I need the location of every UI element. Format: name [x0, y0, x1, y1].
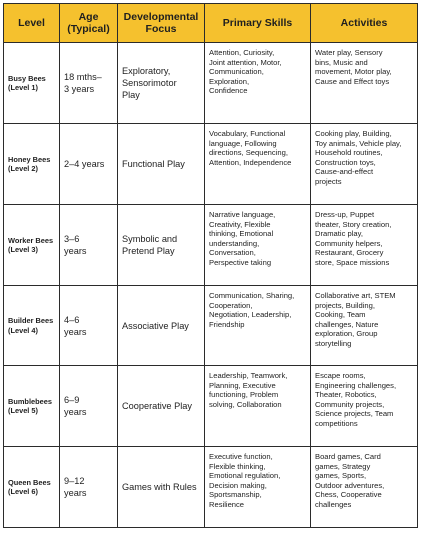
- level-name: Honey Bees: [8, 154, 51, 164]
- age-cell: 18 mths– 3 years: [60, 43, 118, 124]
- level-cell: [4, 124, 60, 205]
- focus-cell: Cooperative Play: [118, 366, 205, 447]
- table-row: [4, 366, 418, 447]
- table-row: [4, 286, 418, 366]
- table-row: [4, 447, 418, 528]
- skills-cell: Leadership, Teamwork, Planning, Executive functioning, Problem solving, Collaboration: [205, 366, 311, 447]
- focus-cell: Exploratory, Sensorimotor Play: [118, 43, 205, 124]
- level-cell: [4, 447, 60, 528]
- level-number: (Level 5): [8, 406, 38, 415]
- level-cell: [4, 205, 60, 286]
- header-skills: Primary Skills: [205, 4, 311, 43]
- header-activities: Activities: [311, 4, 418, 43]
- header-age: Age (Typical): [60, 4, 118, 43]
- level-name: Busy Bees: [8, 73, 46, 83]
- program-levels-table: [3, 3, 418, 528]
- age-cell: 3–6 years: [60, 205, 118, 286]
- skills-cell: Attention, Curiosity, Joint attention, Motor, Communication, Exploration, Confidence: [205, 43, 311, 124]
- table-row: [4, 43, 418, 124]
- level-number: (Level 4): [8, 325, 38, 335]
- focus-cell: Functional Play: [118, 124, 205, 205]
- skills-cell: Vocabulary, Functional language, Following directions, Sequencing, Attention, Independence: [205, 124, 311, 205]
- skills-cell: Narrative language, Creativity, Flexible thinking, Emotional understanding, Conversation, Perspective taking: [205, 205, 311, 286]
- level-name: Worker Bees: [8, 235, 54, 245]
- level-name: Bumblebees: [8, 396, 52, 406]
- header-row: [4, 4, 418, 43]
- level-number: (Level 2): [8, 164, 38, 173]
- table-row: [4, 124, 418, 205]
- activities-cell: Escape rooms, Engineering challenges, Theater, Robotics, Community projects, Science projects, Team competitions: [311, 366, 418, 447]
- activities-cell: Board games, Card games, Strategy games, Sports, Outdoor adventures, Chess, Cooperative challenges: [311, 447, 418, 528]
- activities-cell: Dress-up, Puppet theater, Story creation, Dramatic play, Community helpers, Restaurant, Grocery store, Space missions: [311, 205, 418, 286]
- level-number: (Level 6): [8, 487, 38, 496]
- header-focus: Developmental Focus: [118, 4, 205, 43]
- level-cell: [4, 286, 60, 366]
- activities-cell: Water play, Sensory bins, Music and movement, Motor play, Cause and Effect toys: [311, 43, 418, 124]
- age-cell: 4–6 years: [60, 286, 118, 366]
- header-level: Level: [4, 4, 60, 43]
- age-cell: 9–12 years: [60, 447, 118, 528]
- level-number: (Level 3): [8, 245, 38, 254]
- focus-cell: Symbolic and Pretend Play: [118, 205, 205, 286]
- level-cell: [4, 43, 60, 124]
- activities-cell: Collaborative art, STEM projects, Building, Cooking, Team challenges, Nature exploration, Group storytelling: [311, 286, 418, 366]
- age-cell: 6–9 years: [60, 366, 118, 447]
- activities-cell: Cooking play, Building, Toy animals, Vehicle play, Household routines, Construction toys, Cause-and-effect projects: [311, 124, 418, 205]
- program-levels-table-wrapper: [3, 3, 417, 528]
- skills-cell: Communication, Sharing, Cooperation, Negotiation, Leadership, Friendship: [205, 286, 311, 366]
- level-cell: [4, 366, 60, 447]
- table-row: [4, 205, 418, 286]
- level-name: Builder Bees: [8, 316, 54, 325]
- level-number: (Level 1): [8, 83, 38, 92]
- level-name: Queen Bees: [8, 477, 51, 487]
- skills-cell: Executive function, Flexible thinking, Emotional regulation, Decision making, Sportsmanship, Resilience: [205, 447, 311, 528]
- focus-cell: Games with Rules: [118, 447, 205, 528]
- age-cell: 2–4 years: [60, 124, 118, 205]
- focus-cell: Associative Play: [118, 286, 205, 366]
